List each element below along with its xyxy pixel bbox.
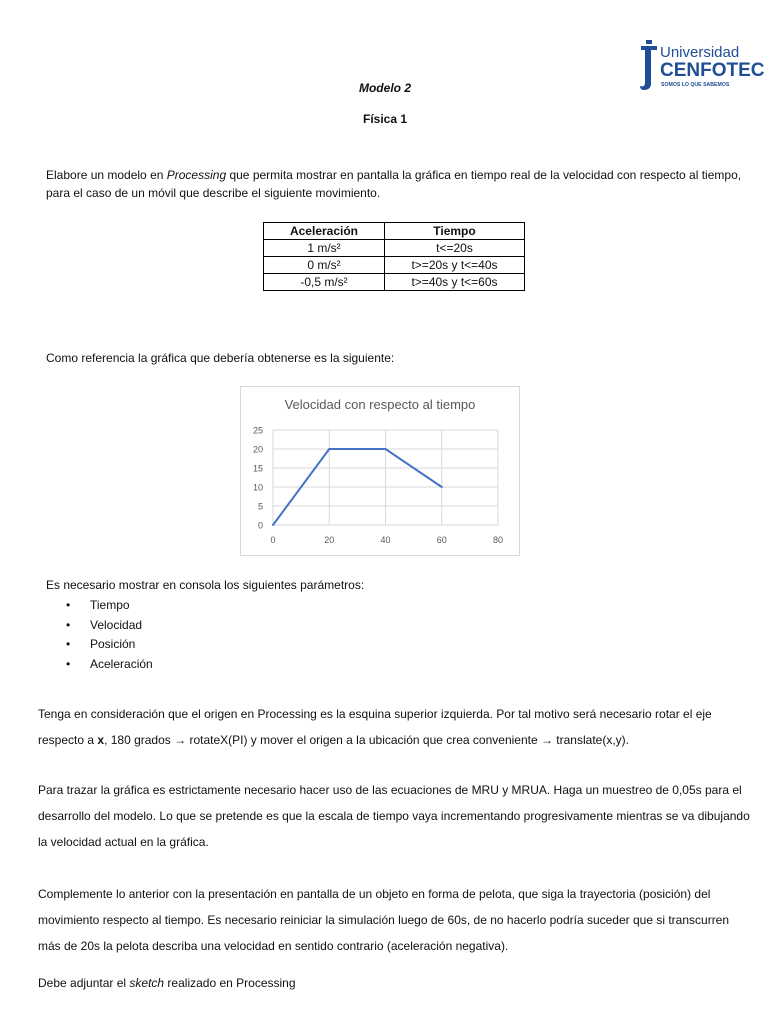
table-cell: -0,5 m/s² [264,274,385,291]
logo-mark-top [646,40,652,44]
chart-title: Velocidad con respecto al tiempo [284,397,476,412]
list-item [66,616,153,636]
list-item [66,635,153,655]
list-item [66,596,153,616]
parameter-list [66,596,153,674]
logo-line1: Universidad [660,44,740,61]
logo-tagline: SOMOS LO QUE SABEMOS [661,82,730,88]
table-cell: t<=20s [385,240,525,257]
y-tick-label: 10 [252,482,263,493]
table-header-cell: Tiempo [385,223,525,240]
origin-bold: x [97,733,105,747]
x-tick-label: 60 [436,535,447,545]
list-item-label: Velocidad [90,617,143,632]
intro-italic: Processing [166,168,227,182]
list-item [66,655,153,675]
list-item-label: Posición [90,637,136,651]
attach-text-before: Debe adjuntar el [38,976,130,990]
ball-paragraph: Complemente lo anterior con la presentación en pantalla de un objeto en forma de pelota, que siga la trayectoria (posición) del movimiento respecto al tiempo. Es necesario reiniciar la simulación luego de 60s, de no hacerlo podría suceder que si transcurren más de 20s la pelota describa una velocidad en sentido contrario (aceleración negativa). [38,887,730,953]
table-header-cell: Aceleración [264,223,385,240]
table-row [264,257,525,274]
y-tick-label: 0 [257,520,263,531]
intro-paragraph [46,166,746,202]
attach-italic: sketch [129,976,165,990]
y-tick-label: 25 [252,425,263,436]
list-item-label: Tiempo [90,598,130,612]
table-row [264,240,525,257]
table-cell: 0 m/s² [264,257,385,274]
chart-svg [241,387,519,555]
attach-text-after: realizado en Processing [164,976,296,990]
origin-paragraph [38,701,750,753]
bullet-icon: • [66,598,71,612]
table-cell: t>=20s y t<=40s [385,257,525,274]
x-tick-label: 40 [380,535,391,545]
course-title: Física 1 [362,112,408,126]
table-cell: t>=40s y t<=60s [385,274,525,291]
origin-text-before: Tenga en consideración que el origen en Processing es la esquina superior izquierda. Por tal motivo será necesario rotar el eje respecto a [38,707,712,747]
table-row [264,274,525,291]
data-point [441,486,443,488]
x-tick-label: 80 [492,535,504,545]
bullet-icon: • [66,656,71,671]
x-tick-label: 0 [270,535,276,545]
list-item-label: Aceleración [90,656,153,671]
origin-text-after: , 180 grados → rotateX(PI) y mover el origen a la ubicación que crea conveniente → translate(x,y). [104,733,629,747]
y-tick-label: 20 [252,444,263,455]
model-title: Modelo 2 [358,81,411,95]
velocity-chart [240,386,520,556]
bullet-icon: • [66,637,71,651]
bullet-icon: • [66,617,71,632]
y-tick-label: 15 [252,463,263,474]
data-point [328,448,330,450]
acceleration-table [263,222,525,291]
y-tick-label: 5 [257,501,263,512]
attach-paragraph [38,970,750,996]
intro-text-after: que permita mostrar en pantalla la gráfica en tiempo real de la velocidad con respecto al tiempo, para el caso de un móvil que describe el siguiente movimiento. [46,168,742,200]
logo-line2: CENFOTEC [660,60,765,81]
data-point [385,448,387,450]
data-point [272,524,274,526]
x-tick-label: 20 [324,535,335,545]
table-cell: 1 m/s² [264,240,385,257]
table-header-row [264,223,525,240]
console-text: Es necesario mostrar en consola los siguientes parámetros: [46,578,365,592]
intro-text-before: Elabore un modelo en [46,168,167,182]
reference-text: Como referencia la gráfica que debería obtenerse es la siguiente: [46,351,395,365]
graph-paragraph: Para trazar la gráfica es estrictamente necesario hacer uso de las ecuaciones de MRU y MRUA. Haga un muestreo de 0,05s para el desarrollo del modelo. Lo que se pretende es que la escala de tiempo vaya incrementando progresivamente mientras se va dibujando la velocidad actual en la gráfica. [38,783,750,849]
